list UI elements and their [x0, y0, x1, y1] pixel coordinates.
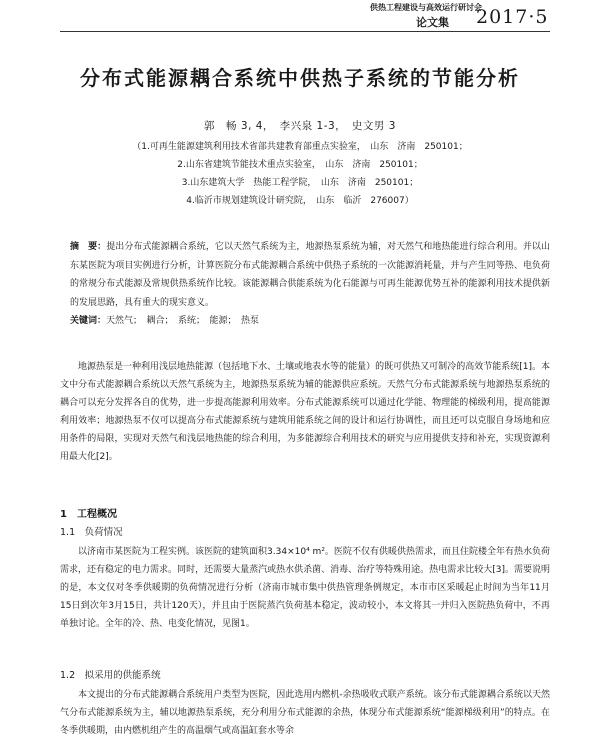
load-paragraph: 以济南市某医院为工程实例。该医院的建筑面积3.34×10⁴ m²。医院不仅有供暖供热需求，而且住院楼全年有热水负荷需求，还有稳定的电力需求。同时，还需要大量蒸汽或热水供杀菌、消毒、治疗等特殊用途。热电需求比较大[3]。需要说明的是，本文仅对冬季供暖期的负荷情况进行分析（济南市城市集中供热管理条例规定，本市市区采暖起止时间为当年11月15日到次年3月15日，共计120天），并且由于医院蒸汽负荷基本稳定，波动较小，本文将其一并归入医院热负荷中，不再单独讨论。全年的冷、热、电变化情况，见图1。 [60, 547, 550, 629]
affiliation-3: 3.山东建筑大学 热能工程学院， 山东 济南 250101； [181, 178, 419, 188]
abstract-label: 摘 要： [70, 242, 107, 252]
keywords-text: 天然气； 耦合； 系统； 能源； 热泵 [106, 316, 260, 326]
keywords-line [70, 312, 550, 331]
intro-paragraph: 地源热泵是一种利用浅层地热能源（包括地下水、土壤或地表水等的能量）的既可供热又可制冷的高效节能系统[1]。本文中分布式能源耦合系统以天然气系统为主，地源热泵系统为辅的能源供应系统。天然气分布式能源系统与地源热泵系统的耦合可以充分发挥各自的优势，进一步提高能源利用效率。分布式能源系统可以通过化学能、物理能的梯级利用，提高能源利用效率；地源热泵不仅可以提高分布式能源系统与建筑用能系统之间的设计和运行协调性，而且还可以克服自身场地和应用条件的局限，实现对天然气和浅层地热能的综合利用，为多能源综合利用技术的研究与应用提供支持和补充，实现资源利用最大化[2]。 [60, 362, 550, 462]
affiliation-2: 2.山东省建筑节能技术重点实验室， 山东 济南 250101； [177, 160, 423, 170]
affiliation-1: （1.可再生能源建筑利用技术省部共建教育部重点实验室， 山东 济南 250101； [132, 142, 468, 152]
subsection-heading-2: 1.2 拟采用的供能系统 [60, 670, 161, 681]
issue-year: 2017·5 [476, 6, 549, 28]
author-list: 郭 畅 3, 4， 李兴泉 1-3， 史文男 3 [204, 120, 396, 132]
keywords-label: 关键词： [70, 316, 107, 326]
abstract-text: 提出分布式能源耦合系统，它以天然气系统为主，地源热泵系统为辅，对天然气和地热能进行综合利用。并以山东某医院为项目实例进行分析，计算医院分布式能源耦合系统中供热子系统的一次能源消耗量，并与产生同等热、电负荷的常规分布式能源及常规供热系统作比较。该能源耦合供能系统为化石能源与可再生能源优势互补的能源利用技术提供新的发展思路，具有重大的现实意义。 [70, 242, 550, 308]
abstract-body [70, 238, 550, 312]
section-label: 论文集 [416, 16, 449, 29]
journal-name: 供热工程建设与高效运行研讨会 [370, 3, 482, 12]
subsection-heading: 1.1 负荷情况 [60, 527, 123, 538]
affiliation-4: 4.临沂市规划建筑设计研究院， 山东 临沂 276007） [186, 196, 414, 206]
abstract-block [70, 238, 550, 331]
page-header [0, 0, 600, 34]
section-heading: 1 工程概况 [60, 509, 117, 520]
system-paragraph: 本文提出的分布式能源耦合系统用户类型为医院，因此选用内燃机-余热吸收式联产系统。该分布式能源耦合系统以天然气分布式能源系统为主，辅以地源热泵系统，充分利用分布式能源的余热，体现分布式能源系统“能源梯级利用”的特点。在冬季供暖期，由内燃机组产生的高温烟气或高温缸套水等余 [60, 690, 550, 736]
header-rule [60, 31, 550, 32]
paper-title: 分布式能源耦合系统中供热子系统的节能分析 [80, 66, 520, 90]
affiliations [0, 138, 600, 210]
